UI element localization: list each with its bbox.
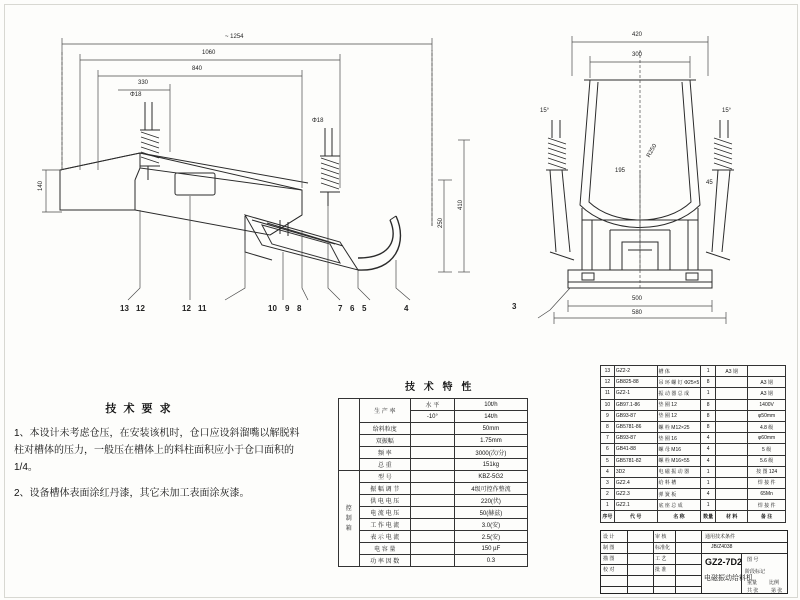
title-block-role: 设 计 [603,534,615,540]
table-row [601,489,786,500]
parts-cell-rem: 焊 接 件 [748,477,786,488]
table-row [601,421,786,432]
table-row [601,388,786,399]
parts-cell-rem: φ50mm [748,410,786,421]
parts-cell-mat [716,399,748,410]
char-table-row [339,459,528,471]
parts-header-cell: 名 称 [657,511,701,522]
hole-note-2: Φ18 [312,118,324,124]
char-subkey [410,555,454,567]
dim-front-4: 330 [138,80,149,86]
parts-header-cell: 材 料 [716,511,748,522]
dim-side-9: 45 [706,180,713,186]
char-group-label [339,399,360,471]
parts-cell-code: GZ2.4 [614,477,657,488]
char-table-row [339,531,528,543]
parts-cell-code: 3D2 [614,466,657,477]
char-subkey [410,471,454,483]
parts-cell-no: 11 [601,388,615,399]
parts-cell-name: 螺 栓 M12×25 [657,421,701,432]
parts-cell-no: 7 [601,433,615,444]
dim-side-3: 500 [632,296,643,302]
parts-cell-rem: 65Mn [748,489,786,500]
table-row [601,377,786,388]
parts-list-table [600,365,786,523]
dim-side-5: 195 [615,168,626,174]
parts-cell-mat [716,455,748,466]
parts-cell-mat [716,489,748,500]
dim-front-2: 1060 [202,50,216,56]
char-value: 50mm [454,423,527,435]
dim-front-1: ~ 1254 [225,34,244,40]
parts-cell-no: 3 [601,477,615,488]
parts-cell-mat [716,433,748,444]
parts-cell-rem: 按 图 124 [748,466,786,477]
balloon-12b: 12 [182,304,191,313]
parts-cell-name: 垫 圈 12 [657,399,701,410]
parts-header-cell: 代 号 [614,511,657,522]
parts-cell-no: 4 [601,466,615,477]
title-block-role: 制 图 [603,545,615,551]
parts-cell-no: 10 [601,399,615,410]
char-table-row [339,447,528,459]
parts-cell-qty: 1 [701,500,716,511]
title-block-std-note: 通用技术条件 [705,534,736,540]
balloon-9: 9 [285,304,290,313]
char-key: 总 重 [359,459,410,471]
dim-side-2: 300 [632,52,643,58]
parts-cell-no: 9 [601,410,615,421]
side-view [510,20,790,340]
dim-side-7: 15° [540,108,550,114]
parts-cell-mat [716,377,748,388]
char-subkey: 水 平 [410,399,454,411]
parts-cell-rem [748,366,786,377]
title-block-weight-label: 重量 [747,580,758,586]
parts-cell-rem: 4.8 级 [748,421,786,432]
table-row [601,399,786,410]
title-block-role: 工 艺 [655,556,667,562]
parts-cell-name: 底 座 总 成 [657,500,701,511]
parts-cell-code: GB97.1-86 [614,399,657,410]
balloon-5: 5 [362,304,367,313]
char-subkey [410,483,454,495]
parts-cell-qty: 1 [701,366,716,377]
char-value: 3.0(安) [454,519,527,531]
parts-cell-qty: 4 [701,489,716,500]
title-block-role: 批 准 [655,567,667,573]
table-row [601,477,786,488]
char-subkey [410,531,454,543]
parts-cell-no: 6 [601,444,615,455]
char-key: 双振幅 [359,435,410,447]
balloon-12: 12 [136,304,145,313]
char-table-title: 技 术 特 性 [405,382,475,393]
parts-cell-no: 5 [601,455,615,466]
title-block-product-name: 电磁振动给料机 [704,575,753,582]
parts-cell-name: 吊 环 螺 钉 Φ25×5 [657,377,701,388]
table-row [601,444,786,455]
char-value: 1.75mm [454,435,527,447]
table-row [601,366,786,377]
char-value: 3000(次/分) [454,447,527,459]
char-key: 功 率 因 数 [359,555,410,567]
char-value: 151kg [454,459,527,471]
front-view-geometry [40,20,500,340]
char-key: 供 电 电 压 [359,495,410,507]
parts-cell-mat: A3 钢 [716,366,748,377]
parts-cell-qty: 4 [701,455,716,466]
parts-cell-no: 12 [601,377,615,388]
char-value: 2.5(安) [454,531,527,543]
parts-cell-name: 螺 母 M16 [657,444,701,455]
table-row [601,500,786,511]
char-key: 频 率 [359,447,410,459]
parts-cell-qty: 8 [701,410,716,421]
parts-cell-name: 槽 体 [657,366,701,377]
title-block-role: 审 核 [655,534,667,540]
char-group-label-control: 控 制 箱 [339,471,360,567]
parts-cell-code: GB825-88 [614,377,657,388]
dim-side-6: R250 [645,143,659,159]
char-subkey [410,507,454,519]
front-view [40,20,500,340]
technical-requirements [14,400,304,502]
parts-cell-qty: 4 [701,433,716,444]
parts-cell-mat [716,444,748,455]
parts-cell-mat [716,421,748,432]
parts-list-header [601,511,786,522]
balloon-10: 10 [268,304,277,313]
parts-cell-code: GB5781-86 [614,421,657,432]
parts-cell-no: 2 [601,489,615,500]
parts-cell-code: GB41-88 [614,444,657,455]
balloon-8: 8 [297,304,302,313]
balloon-11: 11 [198,304,207,313]
char-table-row [339,519,528,531]
tech-req-item-1: 1、本设计未考虑仓压，在安装该机时，仓口应设斜溜嘴以解脱料柱对槽体的压力，一般压在槽体上的料柱面积应小于仓口面积的1/4。 [14,428,300,473]
parts-list [600,365,786,523]
parts-header-cell: 数量 [701,511,716,522]
parts-cell-code: GB93-87 [614,410,657,421]
char-subkey [410,519,454,531]
parts-cell-mat [716,466,748,477]
dim-front-5: 140 [38,180,45,192]
title-block-stage-label: 阶段标记 [745,569,766,575]
parts-cell-qty: 8 [701,399,716,410]
char-key: 工 作 电 流 [359,519,410,531]
parts-cell-mat [716,410,748,421]
parts-cell-name: 垫 圈 12 [657,410,701,421]
parts-cell-no: 1 [601,500,615,511]
char-value: 220(伏) [454,495,527,507]
parts-cell-mat [716,500,748,511]
tech-req-heading: 技 术 要 求 [105,403,173,415]
parts-cell-name: 电 磁 振 动 器 [657,466,701,477]
char-subkey [410,435,454,447]
char-table-row [339,555,528,567]
dim-side-4: 580 [632,310,643,316]
parts-header-cell: 备 注 [748,511,786,522]
dim-side-1: 420 [632,32,643,38]
char-key: 电 容 量 [359,543,410,555]
parts-cell-qty: 1 [701,388,716,399]
balloon-13: 13 [120,304,129,313]
char-key: 振 幅 调 节 [359,483,410,495]
dim-front-3: 840 [192,66,203,72]
parts-cell-no: 13 [601,366,615,377]
char-key: 给料粒度 [359,423,410,435]
char-table-row [339,543,528,555]
parts-cell-code: GZ2.1 [614,500,657,511]
char-table-row [339,471,528,483]
parts-cell-name: 振 动 器 总 成 [657,388,701,399]
dim-side-8: 15° [722,108,732,114]
parts-cell-mat [716,388,748,399]
parts-cell-name: 螺 栓 M16×55 [657,455,701,466]
title-block-scale-label: 比例 [769,580,780,586]
parts-cell-qty: 1 [701,477,716,488]
balloon-side-3: 3 [512,302,517,311]
characteristics-table [338,398,528,567]
title-block-role: 描 图 [603,556,615,562]
parts-cell-code: GZ2-2 [614,366,657,377]
title-block-drawing-no: GZ2-7D2 [705,557,743,567]
parts-cell-name: 垫 圈 16 [657,433,701,444]
parts-cell-mat [716,477,748,488]
char-value: 50(赫兹) [454,507,527,519]
parts-cell-rem: φ60mm [748,433,786,444]
parts-cell-name: 给 料 槽 [657,477,701,488]
parts-cell-rem: 1400V [748,399,786,410]
char-value: 150 µF [454,543,527,555]
dim-front-7: 410 [458,199,465,211]
parts-header-cell: 序号 [601,511,615,522]
char-subkey [410,459,454,471]
char-key: 表 示 电 流 [359,531,410,543]
parts-cell-rem: 5 级 [748,444,786,455]
parts-cell-rem: A3 钢 [748,377,786,388]
table-row [601,466,786,477]
parts-cell-code: GZ2-1 [614,388,657,399]
char-value: 0.3 [454,555,527,567]
balloon-6: 6 [350,304,355,313]
parts-cell-qty: 1 [701,466,716,477]
parts-cell-no: 8 [601,421,615,432]
char-subkey: -10° [410,411,454,423]
balloon-7: 7 [338,304,343,313]
parts-cell-name: 弹 簧 板 [657,489,701,500]
title-block-sheet-label: 共 张 [747,588,759,594]
char-value: KBZ-5G2 [454,471,527,483]
title-block-role: 标准化 [655,545,671,551]
title-block-dwgno-label: 图 号 [747,557,759,563]
title-block-sheet-no: 第 张 [771,588,783,594]
title-block [600,530,788,594]
side-view-geometry [510,20,790,340]
char-subkey [410,447,454,459]
char-key: 电 流 电 压 [359,507,410,519]
parts-cell-qty: 4 [701,444,716,455]
tech-req-item-2: 2、设备槽体表面涂红丹漆，其它未加工表面涂灰漆。 [14,488,250,499]
table-row [601,410,786,421]
title-block-role: 校 对 [603,567,615,573]
char-value: 4级可控作整流 [454,483,527,495]
parts-cell-rem: 5.6 级 [748,455,786,466]
char-table-row [339,507,528,519]
char-table-row [339,495,528,507]
parts-cell-code: GB5781-82 [614,455,657,466]
char-subkey [410,423,454,435]
parts-cell-code: GZ2.3 [614,489,657,500]
parts-cell-rem: 焊 接 件 [748,500,786,511]
balloon-4: 4 [404,304,409,313]
char-value: 10t/h [454,399,527,411]
parts-cell-rem: A3 钢 [748,388,786,399]
table-row [601,455,786,466]
char-table-row [339,483,528,495]
dim-front-6: 250 [438,217,445,229]
table-row [601,433,786,444]
title-block-std-code: JB/Z4038 [711,544,733,550]
hole-note-1: Φ18 [130,92,142,98]
char-table-row [339,435,528,447]
char-table-row [339,423,528,435]
char-value: 14t/h [454,411,527,423]
char-subkey [410,495,454,507]
char-subkey [410,543,454,555]
parts-cell-code: GB93-87 [614,433,657,444]
parts-cell-qty: 8 [701,421,716,432]
char-key: 型 号 [359,471,410,483]
char-key: 生 产 率 [359,399,410,423]
char-table-row [339,399,528,411]
parts-cell-qty: 8 [701,377,716,388]
